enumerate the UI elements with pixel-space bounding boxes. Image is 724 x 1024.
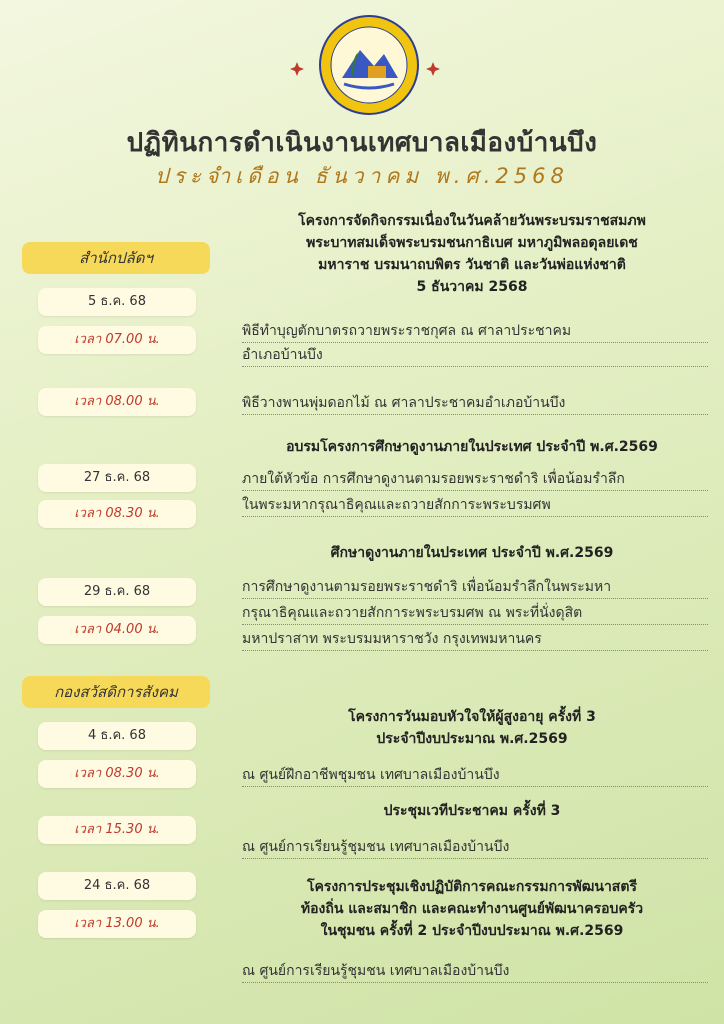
event-heading: อบรมโครงการศึกษาดูงานภายในประเทศ ประจำปี พ.ศ.2569 [286, 439, 658, 455]
event-date: 29 ธ.ค. 68 [38, 578, 196, 606]
event-time: เวลา 08.30 น. [38, 760, 196, 788]
event-detail: กรุณาธิคุณและถวายสักการะพระบรมศพ ณ พระที่นั่งดุสิต [242, 602, 708, 625]
page-title: ปฏิทินการดำเนินงานเทศบาลเมืองบ้านบึง [126, 128, 598, 158]
event-heading: ศึกษาดูงานภายในประเทศ ประจำปี พ.ศ.2569 [330, 545, 614, 561]
event-detail: ณ ศูนย์ฝึกอาชีพชุมชน เทศบาลเมืองบ้านบึง [242, 764, 708, 787]
ornament-left-icon [290, 62, 304, 76]
event-detail: พิธีทำบุญตักบาตรถวายพระราชกุศล ณ ศาลาประชาคม [242, 320, 708, 343]
event-time: เวลา 15.30 น. [38, 816, 196, 844]
event-heading: โครงการประชุมเชิงปฏิบัติการคณะกรรมการพัฒนาสตรี ท้องถิ่น และสมาชิก และคณะทำงานศูนย์พัฒนาครอบครัว ในชุมชน ครั้งที่ 2 ประจำปีงบประมาณ พ.ศ.2569 [300, 879, 644, 939]
event-time: เวลา 08.00 น. [38, 388, 196, 416]
event-heading: โครงการจัดกิจกรรมเนื่องในวันคล้ายวันพระบรมราชสมภพ พระบาทสมเด็จพระบรมชนกาธิเบศ มหาภูมิพลอดุลยเดช มหาราช บรมนาถบพิตร วันชาติ และวันพ่อแห่งชาติ 5 ธันวาคม 2568 [298, 213, 646, 295]
event-date: 4 ธ.ค. 68 [38, 722, 196, 750]
event-time: เวลา 08.30 น. [38, 500, 196, 528]
event-detail: มหาปราสาท พระบรมมหาราชวัง กรุงเทพมหานคร [242, 628, 708, 651]
event-detail: ในพระมหากรุณาธิคุณและถวายสักการะพระบรมศพ [242, 494, 708, 517]
municipality-logo [318, 14, 420, 116]
event-heading: โครงการวันมอบหัวใจให้ผู้สูงอายุ ครั้งที่ 3 ประจำปีงบประมาณ พ.ศ.2569 [348, 709, 596, 747]
event-detail: ณ ศูนย์การเรียนรู้ชุมชน เทศบาลเมืองบ้านบึง [242, 960, 708, 983]
event-detail: พิธีวางพานพุ่มดอกไม้ ณ ศาลาประชาคมอำเภอบ้านบึง [242, 392, 708, 415]
event-detail: อำเภอบ้านบึง [242, 344, 708, 367]
event-time: เวลา 04.00 น. [38, 616, 196, 644]
section-tag-welfare: กองสวัสดิการสังคม [22, 676, 210, 708]
event-detail: การศึกษาดูงานตามรอยพระราชดำริ เพื่อน้อมรำลึกในพระมหา [242, 576, 708, 599]
event-date: 5 ธ.ค. 68 [38, 288, 196, 316]
event-time: เวลา 13.00 น. [38, 910, 196, 938]
event-detail: ณ ศูนย์การเรียนรู้ชุมชน เทศบาลเมืองบ้านบึง [242, 836, 708, 859]
event-date: 27 ธ.ค. 68 [38, 464, 196, 492]
section-tag-office: สำนักปลัดฯ [22, 242, 210, 274]
ornament-right-icon [426, 62, 440, 76]
event-detail: ภายใต้หัวข้อ การศึกษาดูงานตามรอยพระราชดำริ เพื่อน้อมรำลึก [242, 468, 708, 491]
event-time: เวลา 07.00 น. [38, 326, 196, 354]
event-heading: ประชุมเวทีประชาคม ครั้งที่ 3 [383, 803, 561, 819]
event-date: 24 ธ.ค. 68 [38, 872, 196, 900]
page-subtitle: ประจำเดือน ธันวาคม พ.ศ.2568 [155, 164, 569, 188]
